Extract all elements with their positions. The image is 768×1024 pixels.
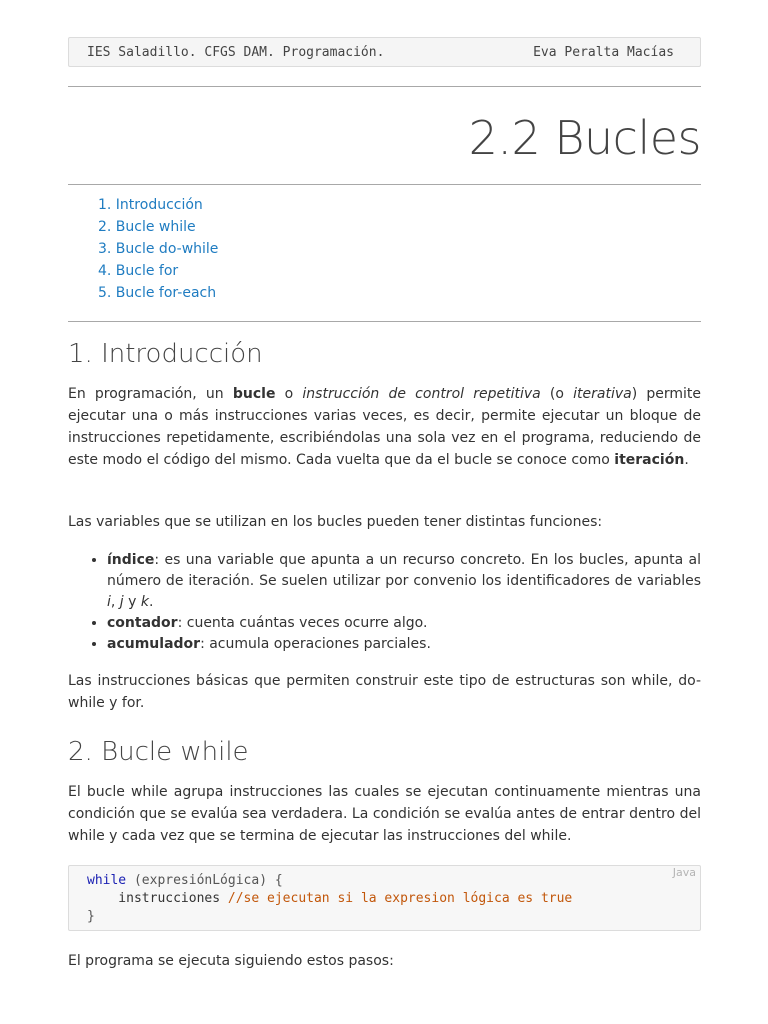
- code-language-label: Java: [672, 866, 696, 879]
- var-name: k: [140, 594, 149, 610]
- toc-link-bucle-for-each[interactable]: 5. Bucle for-each: [98, 285, 217, 301]
- bold-term-bucle: bucle: [232, 386, 276, 402]
- toc-link-introduccion[interactable]: 1. Introducción: [98, 197, 203, 213]
- table-of-contents: [98, 194, 218, 304]
- term-label: acumulador: [107, 636, 201, 652]
- toc-item: [98, 282, 218, 304]
- variable-roles-list: [68, 550, 701, 655]
- running-header: [68, 37, 701, 67]
- term-description: : acumula operaciones parciales.: [200, 636, 431, 652]
- page-title: 2.2 Bucles: [468, 111, 701, 165]
- variables-intro: Las variables que se utilizan en los bucles pueden tener distintas funciones:: [68, 514, 603, 530]
- title-bottom-divider: [68, 184, 701, 185]
- code-keyword: while: [87, 873, 127, 888]
- code-block: [68, 865, 701, 931]
- closing-paragraph: Las instrucciones básicas que permiten construir este tipo de estructuras son while, do-while y for.: [68, 673, 701, 711]
- text-run: ) permite ejecutar una o más instrucciones varias veces, es decir, permite ejecutar un bloque de instrucciones repetidamente, escribiéndolas una sola vez en el programa, reduciendo de este modo el código del mismo. Cada vuelta que da el bucle se conoce como: [68, 386, 701, 468]
- term-label: índice: [107, 552, 155, 568]
- section-heading-bucle-while: 2. Bucle while: [68, 737, 249, 767]
- list-item-contador: [107, 613, 701, 634]
- var-name: j: [119, 594, 124, 610]
- code-listing: [87, 872, 572, 926]
- code-close-brace: }: [87, 909, 95, 924]
- toc-link-bucle-for[interactable]: 4. Bucle for: [98, 263, 179, 279]
- toc-link-bucle-while[interactable]: 2. Bucle while: [98, 219, 196, 235]
- list-item-indice: [107, 550, 701, 613]
- text-run: En programación, un: [68, 386, 233, 402]
- title-top-divider: [68, 86, 701, 87]
- intro-paragraph: [68, 383, 701, 471]
- while-paragraph: El bucle while agrupa instrucciones las cuales se ejecutan continuamente mientras una condición que se evalúa sea verdadera. La condición se evalúa antes de entrar dentro del while y cada vez que se termina de ejecutar las instrucciones del while.: [68, 784, 701, 844]
- term-description: : cuenta cuántas veces ocurre algo.: [177, 615, 428, 631]
- header-course: IES Saladillo. CFGS DAM. Programación.: [87, 45, 385, 60]
- code-comment: //se ejecutan si la expresion lógica es true: [227, 891, 573, 906]
- italic-term: instrucción de control repetitiva: [302, 386, 541, 402]
- header-author: Eva Peralta Macías: [533, 45, 674, 60]
- toc-link-bucle-do-while[interactable]: 3. Bucle do-while: [98, 241, 219, 257]
- steps-intro: El programa se ejecuta siguiendo estos pasos:: [68, 953, 394, 969]
- toc-item: [98, 194, 218, 216]
- text-run: o: [275, 386, 303, 402]
- text-run: .: [148, 594, 154, 610]
- bold-term-iteracion: iteración: [614, 452, 685, 468]
- text-run: y: [123, 594, 141, 610]
- text-run: .: [684, 452, 689, 468]
- toc-item: [98, 260, 218, 282]
- list-item-acumulador: [107, 634, 701, 655]
- toc-divider: [68, 321, 701, 322]
- toc-item: [98, 238, 218, 260]
- code-statement: instrucciones: [87, 891, 228, 906]
- term-description: : es una variable que apunta a un recurso concreto. En los bucles, apunta al número de iteración. Se suelen utilizar por convenio los identificadores de variables: [107, 552, 701, 589]
- text-run: (o: [540, 386, 574, 402]
- italic-term-iterativa: iterativa: [573, 386, 632, 402]
- text-run: ,: [110, 594, 120, 610]
- toc-item: [98, 216, 218, 238]
- var-name: i: [107, 594, 111, 610]
- section-heading-introduccion: 1. Introducción: [68, 339, 263, 369]
- term-label: contador: [107, 615, 178, 631]
- code-condition: (expresiónLógica) {: [126, 873, 283, 888]
